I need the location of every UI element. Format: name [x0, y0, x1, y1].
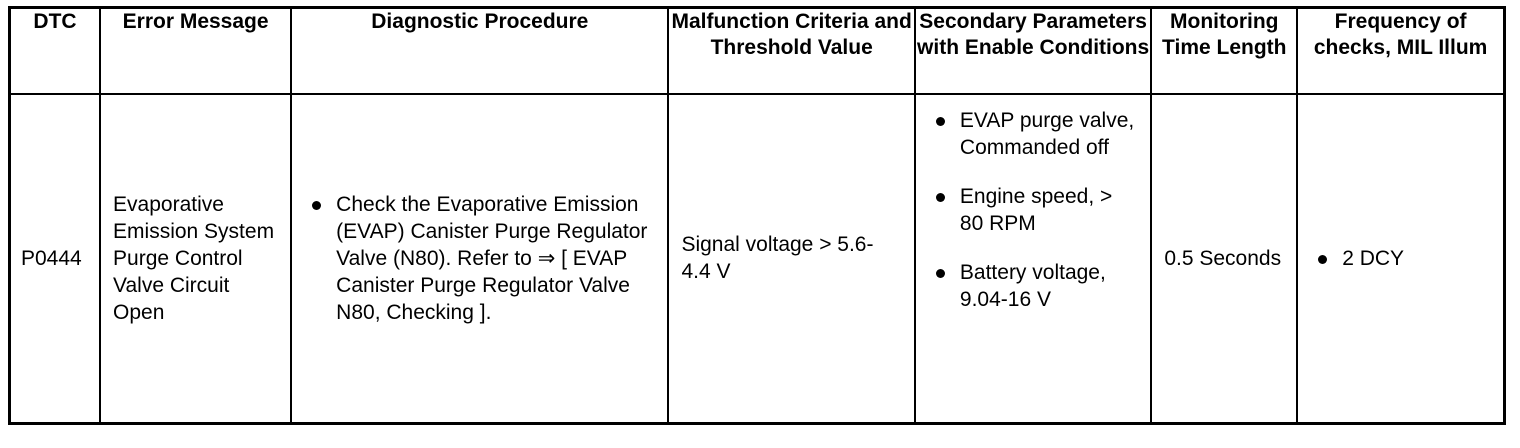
table-row — [10, 94, 1505, 424]
list-item: Battery voltage, 9.04-16 V — [928, 259, 1138, 313]
monitoring-time-value: 0.5 Seconds — [1164, 246, 1282, 270]
cell-diagnostic-procedure — [291, 94, 668, 424]
column-header-monitoring-time: Monitoring Time Length — [1151, 8, 1297, 94]
table-body — [10, 94, 1505, 424]
list-item: EVAP purge valve, Commanded off — [928, 107, 1138, 161]
table-header — [10, 8, 1505, 94]
cell-frequency — [1297, 94, 1504, 424]
column-header-diagnostic-procedure: Diagnostic Procedure — [291, 8, 668, 94]
cell-secondary-parameters — [915, 94, 1151, 424]
column-header-dtc: DTC — [10, 8, 101, 94]
list-item: 2 DCY — [1310, 245, 1404, 272]
header-row — [10, 8, 1505, 94]
document-page — [0, 6, 1520, 448]
dtc-table — [8, 6, 1506, 425]
column-header-error-message: Error Message — [100, 8, 291, 94]
cell-malfunction-criteria — [668, 94, 914, 424]
diagnostic-procedure-list — [304, 191, 655, 326]
cell-dtc-code — [10, 94, 101, 424]
column-header-malfunction-criteria: Malfunction Criteria and Threshold Value — [668, 8, 914, 94]
cell-monitoring-time — [1151, 94, 1297, 424]
diagnostic-procedure-wrapper — [292, 95, 667, 423]
error-message-value: Evaporative Emission System Purge Control Valve Circuit Open — [113, 192, 275, 324]
frequency-list — [1310, 245, 1404, 272]
malfunction-criteria-value: Signal voltage > 5.6-4.4 V — [681, 233, 874, 284]
list-item: Check the Evaporative Emission (EVAP) Canister Purge Regulator Valve (N80). Refer to ⇒ [ EVAP Canister Purge Regulator Valve N80, Checking ]. — [304, 191, 655, 326]
column-header-frequency: Frequency of checks, MIL Illum — [1297, 8, 1504, 94]
secondary-parameters-wrapper — [916, 95, 1150, 321]
frequency-wrapper — [1298, 95, 1503, 423]
dtc-code-value: P0444 — [21, 246, 82, 270]
cell-error-message — [100, 94, 291, 424]
column-header-secondary-parameters: Secondary Parameters with Enable Conditions — [915, 8, 1151, 94]
secondary-parameters-list — [928, 107, 1138, 313]
list-item: Engine speed, > 80 RPM — [928, 183, 1138, 237]
